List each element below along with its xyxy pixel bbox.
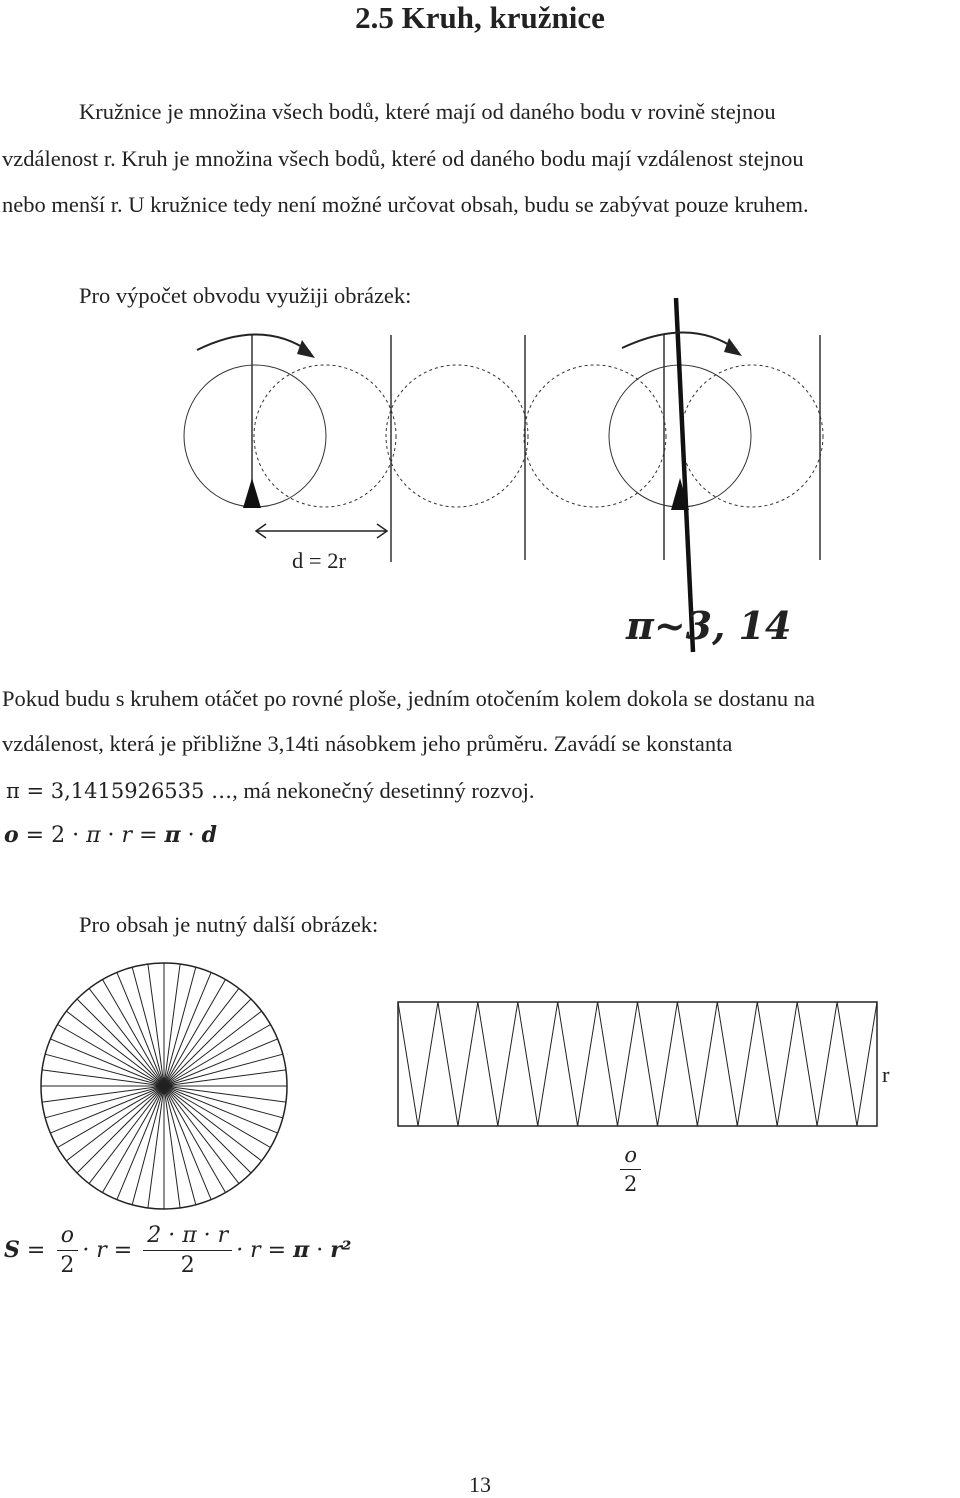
circle-spoke xyxy=(132,1086,164,1205)
area-eq: = xyxy=(19,1237,53,1263)
formula-o: o xyxy=(4,822,19,848)
intro-line-2: vzdálenost r. Kruh je množina všech bodů, které od daného bodu mají vzdálenost stejnou xyxy=(2,146,804,171)
area-frac1-num: o xyxy=(57,1223,78,1251)
circle-spoke xyxy=(58,1086,165,1148)
zigzag-rectangle xyxy=(398,1002,877,1126)
formula-d: d xyxy=(201,822,217,848)
circle-spoke xyxy=(103,1086,165,1193)
circle-spoke xyxy=(45,1054,164,1086)
perimeter-text-line-2: vzdálenost, která je přibližne 3,14ti násobkem jeho průměru. Zavádí se konstanta xyxy=(2,731,733,756)
formula-dot: · xyxy=(180,823,202,848)
half-o-denominator: 2 xyxy=(624,1172,638,1197)
circle-spoke xyxy=(77,999,164,1086)
circle-spoke xyxy=(164,1086,251,1173)
r-label: r xyxy=(882,1062,890,1087)
circle-spoke xyxy=(103,980,165,1087)
half-perimeter-label xyxy=(616,1143,645,1196)
formula-eq: = xyxy=(132,823,165,848)
circle-spoke xyxy=(164,1086,271,1148)
formula-pi-bold: π xyxy=(164,822,181,848)
formula-r: r xyxy=(121,823,133,848)
area-dot-r: · r = xyxy=(82,1237,140,1263)
pi-value-note: , má nekonečný desetinný rozvoj. xyxy=(232,778,535,803)
pi-value: π = 3,1415926535 … xyxy=(6,779,233,803)
diameter-label: d = 2r xyxy=(292,548,346,573)
circle-spoke xyxy=(164,1086,196,1205)
area-intro: Pro obsah je nutný další obrázek: xyxy=(79,912,379,937)
area-tail: · r = xyxy=(236,1237,294,1263)
section-heading: 2.5 Kruh, kružnice xyxy=(355,0,605,35)
circle-spoke xyxy=(164,967,196,1086)
area-r2: r² xyxy=(330,1236,352,1263)
zigzag-sectors xyxy=(398,1002,877,1126)
circle-spoke xyxy=(164,1025,271,1087)
formula-part: = 2 · xyxy=(18,823,87,848)
circle-spoke xyxy=(164,1054,283,1086)
area-frac2-den: 2 xyxy=(180,1253,195,1279)
area-pi: π xyxy=(293,1236,310,1263)
circle-spoke xyxy=(164,980,226,1087)
half-o-numerator: o xyxy=(620,1143,641,1170)
circle-spoke xyxy=(132,967,164,1086)
pi-approximation: π~3, 14 xyxy=(626,603,792,648)
circle-spoke xyxy=(164,1086,283,1118)
circle-spokes xyxy=(41,963,287,1209)
perimeter-text-line-1: Pokud budu s kruhem otáčet po rovné ploše, jedním otočením kolem dokola se dostanu na xyxy=(2,686,815,711)
area-S: S xyxy=(4,1236,20,1263)
area-frac1-den: 2 xyxy=(60,1253,75,1279)
area-frac2-num: 2 · π · r xyxy=(143,1223,232,1251)
formula-pi: π xyxy=(86,823,101,848)
area-dot: · xyxy=(309,1237,331,1263)
circle-spoke xyxy=(58,1025,165,1087)
circle-spoke xyxy=(164,999,251,1086)
intro-line-3: nebo menší r. U kružnice tedy není možné určovat obsah, budu se zabývat pouze kruhem. xyxy=(2,192,809,217)
intro-line-1: Kružnice je množina všech bodů, které mají od daného bodu v rovině stejnou xyxy=(79,99,776,124)
perimeter-intro: Pro výpočet obvodu využiji obrázek: xyxy=(79,283,412,308)
area-formula xyxy=(4,1223,351,1279)
page-number: 13 xyxy=(469,1472,491,1497)
formula-dot: · xyxy=(100,823,122,848)
circle-spoke xyxy=(77,1086,164,1173)
circle-spoke xyxy=(45,1086,164,1118)
circle-spoke xyxy=(164,1086,226,1193)
